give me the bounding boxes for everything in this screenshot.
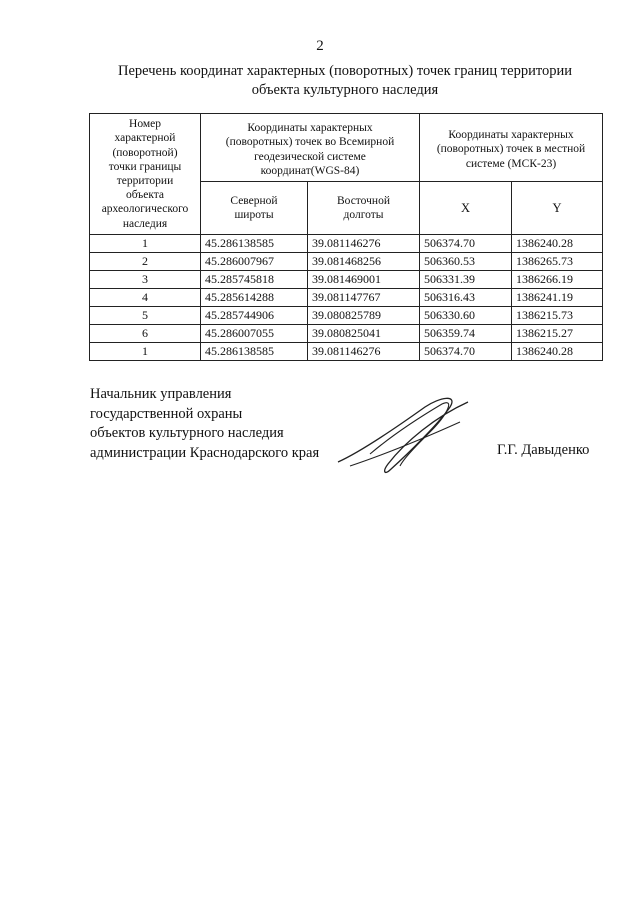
x-coordinate-cell: 506374.70 (420, 343, 512, 361)
y-coordinate-cell: 1386240.28 (512, 343, 603, 361)
north-latitude-cell: 45.286007967 (201, 253, 308, 271)
header-point-number: Номер характерной (поворотной) точки границы территории объекта археологического наследия (90, 114, 201, 235)
table-row (90, 289, 603, 307)
title-line-2: объекта культурного наследия (251, 82, 439, 98)
header-msk-group: Координаты характерных (поворотных) точек в местной системе (МСК-23) (420, 114, 603, 182)
table-row (90, 325, 603, 343)
position-line-1: Начальник управления (90, 386, 232, 402)
east-longitude-cell: 39.081146276 (308, 235, 420, 253)
east-longitude-cell: 39.080825789 (308, 307, 420, 325)
header-x: X (420, 182, 512, 235)
x-coordinate-cell: 506374.70 (420, 235, 512, 253)
page-number: 2 (316, 38, 324, 54)
document-title (80, 62, 610, 100)
north-latitude-cell: 45.285745818 (201, 271, 308, 289)
point-number-cell: 1 (90, 235, 201, 253)
table-row (90, 307, 603, 325)
y-coordinate-cell: 1386241.19 (512, 289, 603, 307)
table-row (90, 343, 603, 361)
east-longitude-cell: 39.081147767 (308, 289, 420, 307)
x-coordinate-cell: 506360.53 (420, 253, 512, 271)
point-number-cell: 1 (90, 343, 201, 361)
title-line-1: Перечень координат характерных (поворотных) точек границ территории (117, 63, 573, 79)
point-number-cell: 6 (90, 325, 201, 343)
position-line-2: государственной охраны (90, 405, 243, 422)
x-coordinate-cell: 506359.74 (420, 325, 512, 343)
position-line-4: администрации Краснодарского края (90, 444, 320, 461)
table-row (90, 253, 603, 271)
coordinates-table (89, 113, 603, 361)
north-latitude-cell: 45.285614288 (201, 289, 308, 307)
header-wgs-group: Координаты характерных (поворотных) точек во Всемирной геодезической системе координат(WGS-84) (201, 114, 420, 182)
signatory-name: Г.Г. Давыденко (497, 442, 590, 458)
east-longitude-cell: 39.081468256 (308, 253, 420, 271)
x-coordinate-cell: 506331.39 (420, 271, 512, 289)
y-coordinate-cell: 1386215.73 (512, 307, 603, 325)
signatory-position (90, 385, 319, 463)
y-coordinate-cell: 1386265.73 (512, 253, 603, 271)
y-coordinate-cell: 1386215.27 (512, 325, 603, 343)
east-longitude-cell: 39.081146276 (308, 343, 420, 361)
table-row (90, 235, 603, 253)
north-latitude-cell: 45.286138585 (201, 235, 308, 253)
point-number-cell: 3 (90, 271, 201, 289)
east-longitude-cell: 39.081469001 (308, 271, 420, 289)
y-coordinate-cell: 1386240.28 (512, 235, 603, 253)
header-north-latitude: Северной широты (201, 182, 308, 235)
x-coordinate-cell: 506330.60 (420, 307, 512, 325)
north-latitude-cell: 45.285744906 (201, 307, 308, 325)
table-row (90, 271, 603, 289)
coordinates-table-body (90, 235, 603, 361)
east-longitude-cell: 39.080825041 (308, 325, 420, 343)
y-coordinate-cell: 1386266.19 (512, 271, 603, 289)
position-line-3: объектов культурного наследия (90, 425, 284, 441)
header-y: Y (512, 182, 603, 235)
handwritten-signature (330, 392, 480, 477)
north-latitude-cell: 45.286007055 (201, 325, 308, 343)
point-number-cell: 5 (90, 307, 201, 325)
north-latitude-cell: 45.286138585 (201, 343, 308, 361)
x-coordinate-cell: 506316.43 (420, 289, 512, 307)
header-east-longitude: Восточной долготы (308, 182, 420, 235)
point-number-cell: 4 (90, 289, 201, 307)
point-number-cell: 2 (90, 253, 201, 271)
